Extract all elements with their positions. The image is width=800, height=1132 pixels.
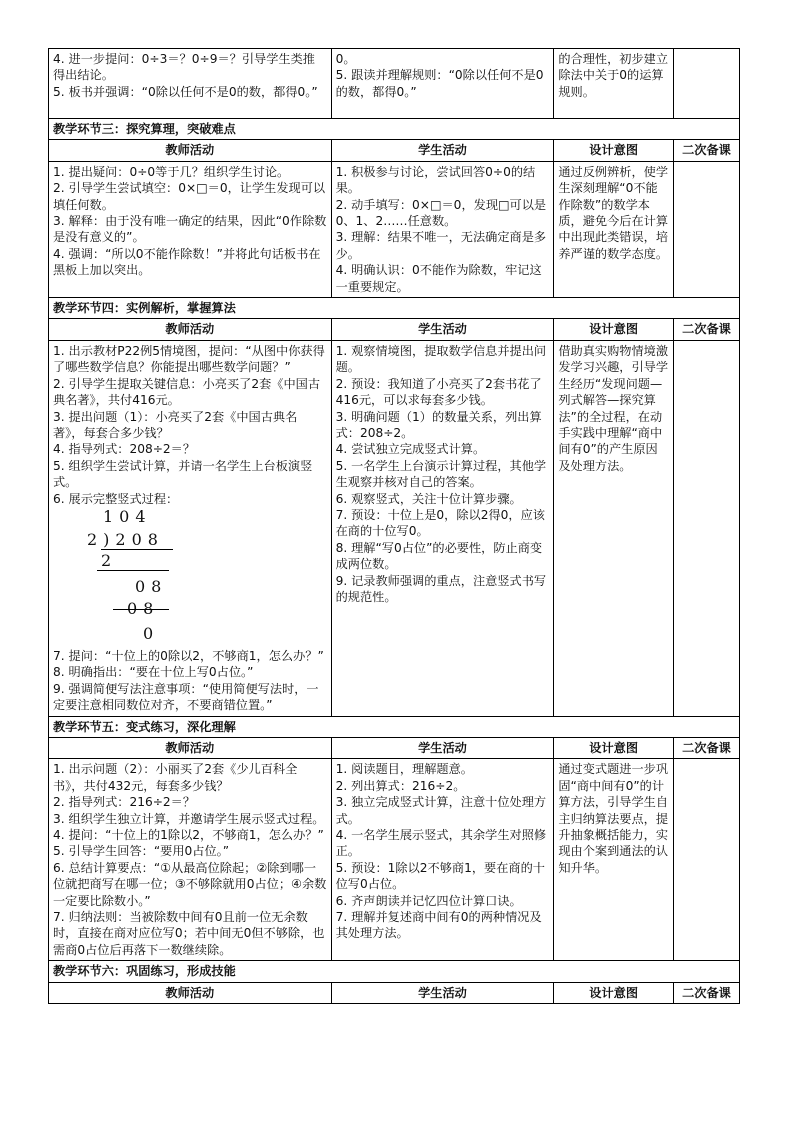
- header-teacher: 教师活动: [49, 982, 332, 1003]
- student-step: 5. 一名学生上台演示计算过程，其他学生观察并核对自己的答案。: [335, 458, 547, 490]
- student-step: 3. 明确问题（1）的数量关系，列出算式：208÷2。: [335, 409, 542, 440]
- teacher-step: 5. 组织学生尝试计算，并请一名学生上台板演竖式。: [53, 458, 313, 490]
- student-step: 7. 预设：十位上是0，除以2得0，应该在商的十位写0。: [335, 507, 545, 539]
- division-rule: [113, 609, 169, 610]
- teacher-step: 4. 强调：“所以0不能作除数！”并将此句话板书在黑板上加以突出。: [53, 246, 321, 278]
- section-title: 教学环节四：实例解析，掌握算法: [49, 298, 740, 319]
- section-title-row: [49, 119, 740, 140]
- teacher-step: 5. 引导学生回答：“要用0占位。”: [53, 844, 230, 859]
- teacher-step: 1. 出示问题（2）：小丽买了2套《少儿百科全书》，共付432元，每套多少钱？: [53, 762, 298, 793]
- teacher-step: 4. 指导列式：208÷2＝？: [53, 442, 196, 457]
- student-step: 3. 理解：结果不唯一，无法确定商是多少。: [335, 230, 547, 261]
- header-design: 设计意图: [554, 737, 674, 758]
- activity-row: [49, 161, 740, 297]
- student-cell: [331, 49, 554, 119]
- teacher-step: 2. 指导列式：216÷2＝？: [53, 795, 196, 810]
- section-title: 教学环节五：变式练习，深化理解: [49, 716, 740, 737]
- teacher-step: 3. 组织学生独立计算，并邀请学生展示竖式过程。: [53, 811, 325, 826]
- division-rule: [97, 570, 169, 571]
- teacher-cell: [49, 49, 332, 119]
- student-step: 6. 齐声朗读并记忆四位计算口诀。: [335, 893, 522, 908]
- header-prep: 二次备课: [673, 737, 739, 758]
- design-text: 通过变式题进一步巩固“商中间有0”的计算方法，引导学生自主归纳算法要点，提升抽象概括能力，实现由个案到通法的认知升华。: [558, 762, 669, 875]
- design-cell: [554, 49, 674, 119]
- design-text: 借助真实购物情境激发学习兴趣，引导学生经历“发现问题—列式解答—探究算法”的全过程，在动手实践中理解“商中间有0”的产生原因及处理方法。: [558, 343, 669, 473]
- prep-cell: [673, 340, 739, 716]
- prep-cell: [673, 49, 739, 119]
- teacher-step: 7. 归纳法则：当被除数中间有0且前一位无余数时，直接在商对应位写0；若中间无0但不够除，也需商0占位后再落下一数继续除。: [53, 910, 325, 957]
- header-student: 学生活动: [331, 140, 554, 161]
- student-step: 1. 观察情境图，提取数学信息并提出问题。: [335, 343, 547, 375]
- division-remainder: 0: [143, 623, 160, 643]
- division-quotient: 104: [103, 506, 152, 526]
- student-cell: [331, 161, 554, 297]
- design-cell: [554, 161, 674, 297]
- header-design: 设计意图: [554, 140, 674, 161]
- student-step: 0。: [335, 52, 356, 66]
- student-cell: [331, 759, 554, 961]
- student-step: 1. 积极参与讨论，尝试回答0÷0的结果。: [335, 164, 536, 196]
- prep-cell: [673, 759, 739, 961]
- teacher-step: 2. 引导学生尝试填空：0×□＝0，让学生发现可以填任何数。: [53, 181, 326, 212]
- student-step: 4. 一名学生展示竖式，其余学生对照修正。: [335, 828, 547, 859]
- section-title-row: [49, 716, 740, 737]
- teacher-step: 1. 出示教材P22例5情境图，提问：“从图中你获得了哪些数学信息？你能提出哪些数学问题？”: [53, 343, 325, 375]
- long-division: [53, 508, 327, 648]
- student-step: 5. 预设：1除以2不够商1，要在商的十位写0占位。: [335, 860, 545, 892]
- student-step: 4. 尝试独立完成竖式计算。: [335, 442, 486, 457]
- teacher-cell: [49, 340, 332, 716]
- header-row: [49, 982, 740, 1003]
- teacher-step: 6. 展示完整竖式过程：: [53, 491, 179, 506]
- header-design: 设计意图: [554, 982, 674, 1003]
- student-step: 3. 独立完成竖式计算，注意十位处理方式。: [335, 795, 547, 826]
- student-step: 4. 明确认识：0不能作为除数，牢记这一重要规定。: [335, 263, 542, 294]
- teacher-step: 6. 总结计算要点：“①从最高位除起；②除到哪一位就把商写在哪一位；③不够除就用0占位；④余数一定要比除数小。”: [53, 860, 327, 908]
- section-title-row: [49, 961, 740, 982]
- division-step: 2: [101, 550, 118, 570]
- header-teacher: 教师活动: [49, 140, 332, 161]
- teacher-step: 4. 提问：“十位上的1除以2，不够商1，怎么办？”: [53, 828, 324, 842]
- section-title: 教学环节六：巩固练习，形成技能: [49, 961, 740, 982]
- design-cell: [554, 759, 674, 961]
- teacher-step: 3. 解释：由于没有唯一确定的结果，因此“0作除数是没有意义的”。: [53, 214, 327, 245]
- header-prep: 二次备课: [673, 982, 739, 1003]
- section-title: 教学环节三：探究算理，突破难点: [49, 119, 740, 140]
- student-step: 6. 观察竖式，关注十位计算步骤。: [335, 491, 522, 506]
- design-text: 通过反例辨析，使学生深刻理解“0不能作除数”的数学本质，避免今后在计算中出现此类错误，培养严谨的数学态度。: [558, 164, 669, 261]
- header-prep: 二次备课: [673, 140, 739, 161]
- header-student: 学生活动: [331, 737, 554, 758]
- section-title-row: [49, 298, 740, 319]
- division-bracket-line: [101, 549, 173, 550]
- student-step: 9. 记录教师强调的重点，注意竖式书写的规范性。: [335, 573, 547, 604]
- division-step: 08: [127, 598, 160, 618]
- division-expression: 2)208: [87, 529, 164, 549]
- teacher-step: 4. 进一步提问：0÷3＝？0÷9＝？引导学生类推得出结论。: [53, 52, 315, 83]
- teacher-step: 1. 提出疑问：0÷0等于几？组织学生讨论。: [53, 164, 290, 179]
- header-row: [49, 319, 740, 340]
- header-row: [49, 737, 740, 758]
- student-step: 2. 动手填写：0×□＝0，发现□可以是0、1、2……任意数。: [335, 197, 547, 229]
- student-step: 2. 列出算式：216÷2。: [335, 778, 466, 793]
- header-teacher: 教师活动: [49, 319, 332, 340]
- teacher-step: 9. 强调简便写法注意事项：“使用简便写法时，一定要注意相同数位对齐，不要商错位置。”: [53, 681, 319, 713]
- student-step: 7. 理解并复述商中间有0的两种情况及其处理方法。: [335, 910, 542, 941]
- teacher-step: 7. 提问：“十位上的0除以2，不够商1，怎么办？”: [53, 648, 324, 663]
- teacher-step: 2. 引导学生提取关键信息：小亮买了2套《中国古典名著》，共付416元。: [53, 376, 321, 408]
- teacher-cell: [49, 161, 332, 297]
- activity-row: [49, 759, 740, 961]
- student-step: 5. 跟读并理解规则：“0除以任何不是0的数，都得0。”: [335, 68, 544, 99]
- lesson-plan-table: [48, 48, 740, 1004]
- teacher-step: 8. 明确指出：“要在十位上写0占位。”: [53, 665, 254, 680]
- header-student: 学生活动: [331, 982, 554, 1003]
- activity-row: [49, 340, 740, 716]
- header-student: 学生活动: [331, 319, 554, 340]
- student-cell: [331, 340, 554, 716]
- teacher-step: 5. 板书并强调：“0除以任何不是0的数，都得0。”: [53, 84, 318, 99]
- student-step: 1. 阅读题目，理解题意。: [335, 762, 473, 777]
- teacher-cell: [49, 759, 332, 961]
- student-step: 8. 理解“写0占位”的必要性，防止商变成两位数。: [335, 540, 543, 572]
- header-row: [49, 140, 740, 161]
- header-design: 设计意图: [554, 319, 674, 340]
- header-prep: 二次备课: [673, 319, 739, 340]
- student-step: 2. 预设：我知道了小亮买了2套书花了416元，可以求每套多少钱。: [335, 376, 542, 408]
- division-step: 08: [135, 576, 168, 596]
- prep-cell: [673, 161, 739, 297]
- design-text: 的合理性，初步建立除法中关于0的运算规则。: [558, 52, 669, 99]
- header-teacher: 教师活动: [49, 737, 332, 758]
- design-cell: [554, 340, 674, 716]
- continuation-row: [49, 49, 740, 119]
- teacher-step: 3. 提出问题（1）：小亮买了2套《中国古典名著》，每套合多少钱？: [53, 409, 298, 440]
